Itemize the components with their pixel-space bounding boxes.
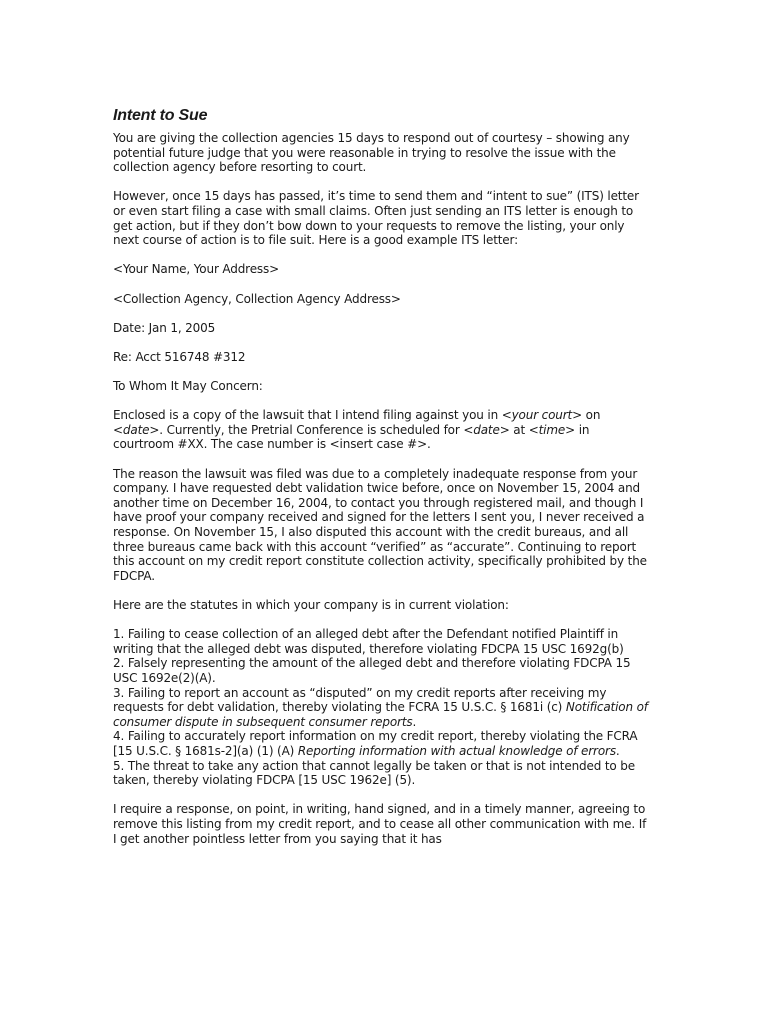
however-paragraph: However, once 15 days has passed, it’s time to send them and “intent to sue” (ITS) letter or even start filing a case with small claims. Often just sending an ITS letter is enough to get action, but if they don’t bow down to your requests to remove the listing, your only next course of action is to file suit. Here is a good example ITS letter: [113, 189, 639, 248]
salutation: To Whom It May Concern: [113, 379, 263, 394]
statute-item-2: 2. Falsely representing the amount of the alleged debt and therefore violating FDCPA 15 USC 1692e(2)(A). [113, 656, 631, 685]
document-title: Intent to Sue [113, 107, 208, 124]
intro-paragraph: You are giving the collection agencies 15 days to respond out of courtesy – showing any potential future judge that you were reasonable in trying to resolve the issue with the collection agency before resorting to court. [113, 131, 630, 175]
enclosed-paragraph [113, 408, 653, 452]
placeholder-date-1: date [122, 422, 150, 437]
enclosed-text-4: > at < [499, 422, 539, 437]
reason-paragraph: The reason the lawsuit was filed was due to a completely inadequate response from your company. I have requested debt validation twice before, once on November 15, 2004 and another time on December 16, 2004, to contact you through registered mail, and though I have proof your company received and signed for the letters I sent you, I never received a response. On November 15, I also disputed this account with the credit bureaus, and all three bureaus came back with this account “verified” as “accurate”. Continuing to report this account on my credit report constitute collection activity, specifically prohibited by the FDCPA. [113, 466, 647, 583]
statute-item-4 [113, 729, 653, 758]
statute-item-5: 5. The threat to take any action that cannot legally be taken or that is not intended to be taken, thereby violating FDCPA [15 USC 1962e] (5). [113, 758, 635, 788]
enclosed-text-3: >. Currently, the Pretrial Conference is scheduled for < [149, 422, 474, 437]
statute-item-1: 1. Failing to cease collection of an alleged debt after the Defendant notified Plaintiff in writing that the alleged debt was disputed, therefore violating FDCPA 15 USC 1692g(b) [113, 627, 624, 656]
document-page [113, 106, 653, 861]
statute-item-4-italic: Reporting information with actual knowledge of errors [297, 743, 616, 758]
statute-item-3-text: 3. Failing to report an account as “disputed” on my credit reports after receiving my requests for debt validation, thereby violating the FCRA 15 U.S.C. § 1681i (c) [113, 685, 607, 715]
statutes-intro: Here are the statutes in which your company is in current violation: [113, 598, 509, 612]
statute-item-4-end: . [615, 743, 620, 758]
your-name-line: <Your Name, Your Address> [113, 262, 280, 277]
enclosed-text-5: > in courtroom #XX. The case number is <insert case #>. [113, 422, 590, 452]
agency-line: <Collection Agency, Collection Agency Address> [113, 291, 401, 306]
placeholder-date-2: date [473, 422, 500, 437]
statute-item-3-italic: Notification of consumer dispute in subsequent consumer reports [113, 700, 648, 729]
date-line: Date: Jan 1, 2005 [113, 320, 216, 335]
enclosed-text-2: > on < [113, 408, 601, 437]
closing-paragraph: I require a response, on point, in writing, hand signed, and in a timely manner, agreeing to remove this listing from my credit report, and to cease all other communication with me. If I get another pointless letter from you saying that it has [113, 802, 647, 846]
statute-item-4-text: 4. Failing to accurately report information on my credit report, thereby violating the FCRA [15 U.S.C. § 1681s-2](a) (1) (A) [113, 729, 638, 758]
re-line: Re: Acct 516748 #312 [113, 349, 246, 364]
statute-item-3 [113, 686, 653, 730]
placeholder-time: time [538, 422, 566, 437]
enclosed-text-1: Enclosed is a copy of the lawsuit that I intend filing against you in < [113, 408, 512, 423]
placeholder-your-court: your court [511, 408, 573, 423]
statute-item-3-end: . [412, 714, 417, 729]
